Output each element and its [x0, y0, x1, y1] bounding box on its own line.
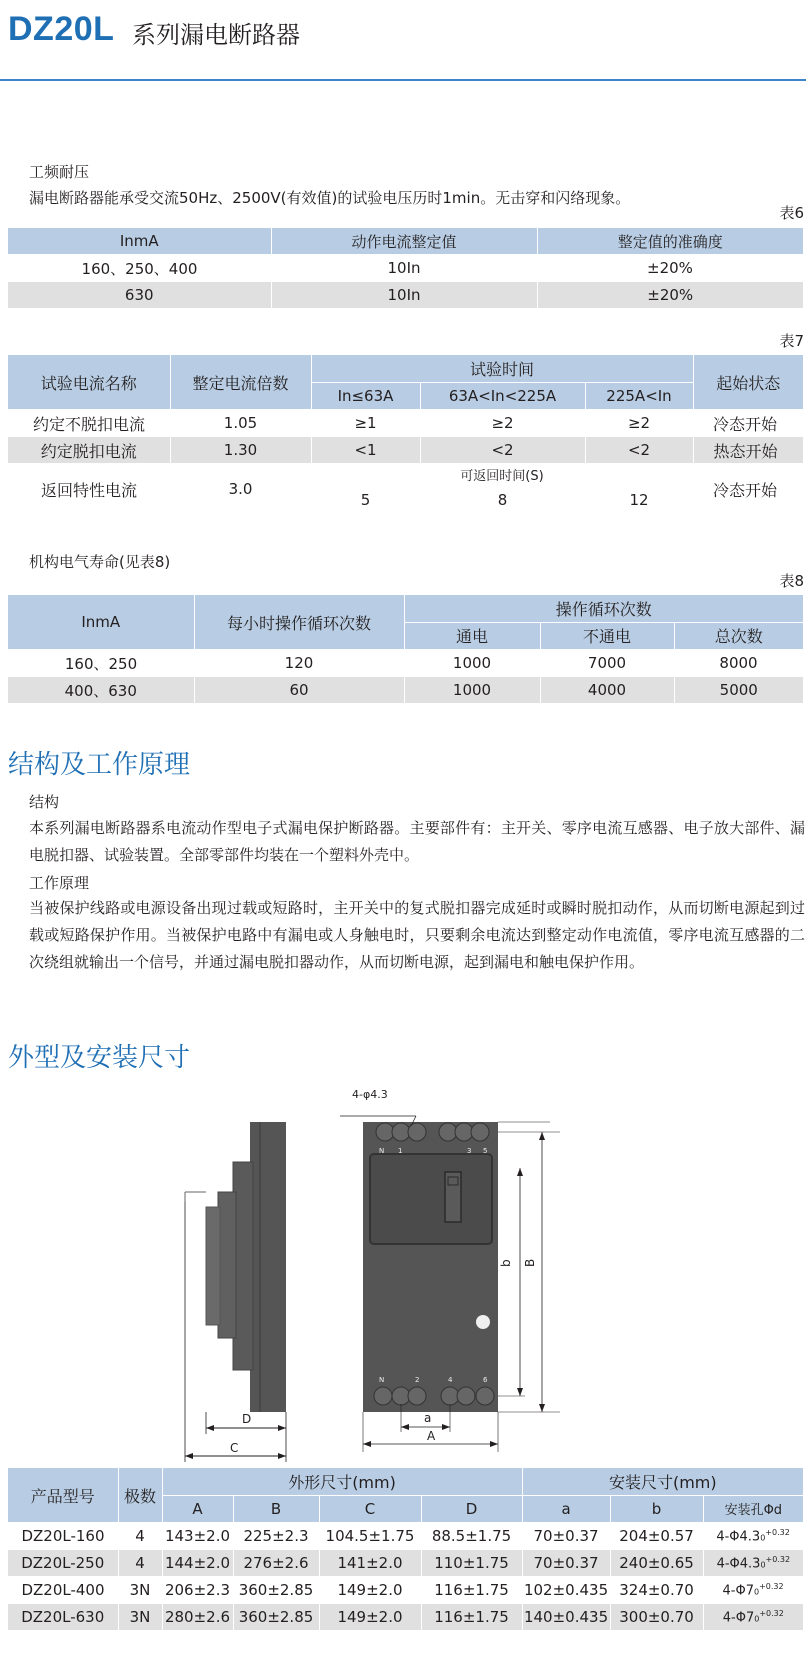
- table7-cell: <2: [420, 437, 585, 463]
- dim-table-row: [8, 1522, 803, 1550]
- table8-cell: 160、250: [64, 654, 138, 673]
- dim-cell-b: 240±0.65: [610, 1550, 703, 1576]
- dim-cell-A: 206±2.3: [164, 1581, 231, 1599]
- dim-cell-b: 204±0.57: [619, 1527, 694, 1545]
- table7-cell: 冷态开始: [713, 414, 778, 434]
- dim-cell-b: 300±0.70: [610, 1604, 703, 1630]
- table8-header-on: 通电: [404, 622, 540, 649]
- dim-label-b: b: [499, 1259, 513, 1267]
- dim-cell-C: 149±2.0: [337, 1581, 403, 1599]
- dim-cell-poles: 3N: [118, 1604, 162, 1630]
- power-freq-desc: 漏电断路器能承受交流50Hz、2500V(有效值)的试验电压历时1min。无击穿和闪络现象。: [29, 189, 631, 207]
- table8-row: [8, 677, 803, 703]
- table8-cell: 4000: [540, 677, 674, 703]
- structure-section-title: 结构及工作原理: [8, 750, 191, 780]
- dim-cell-b: 324±0.70: [619, 1581, 694, 1599]
- table8-cell: 1000: [404, 677, 540, 703]
- table8-cell: 1000: [452, 654, 492, 672]
- dim-header-outline: 外形尺寸(mm): [162, 1468, 522, 1495]
- dim-cell-hole: $4-\Phi 4.30^{+0.32}$: [703, 1550, 803, 1576]
- breaker-dimension-drawing: [180, 1082, 610, 1464]
- table6: [8, 228, 803, 308]
- terminal-label: N: [379, 1376, 385, 1384]
- table7-return-value: 5: [360, 491, 371, 509]
- side-view: [185, 1122, 286, 1462]
- dim-header-install: 安装尺寸(mm): [522, 1468, 803, 1495]
- mech-life-title: 机构电气寿命(见表8): [29, 553, 171, 571]
- dimensions-table: [8, 1468, 803, 1630]
- terminal-label: 1: [398, 1147, 403, 1155]
- terminal-label: 6: [483, 1376, 488, 1384]
- dim-header-B: B: [233, 1495, 319, 1522]
- table8-label: 表8: [779, 572, 804, 590]
- dim-cell-model: DZ20L-250: [21, 1554, 105, 1572]
- dim-label-C: C: [230, 1441, 239, 1455]
- dim-cell-a: 102±0.435: [523, 1581, 609, 1599]
- dim-cell-C: 141±2.0: [319, 1550, 421, 1576]
- structure-subtitle: 结构: [29, 793, 60, 811]
- principle-subtitle: 工作原理: [29, 874, 90, 892]
- dim-table-row: [8, 1604, 803, 1630]
- dim-cell-B: 360±2.85: [233, 1604, 319, 1630]
- dim-cell-hole: $4-\Phi 4.30^{+0.32}$: [716, 1527, 790, 1545]
- table8-cell: 60: [194, 677, 404, 703]
- table6-header-cell: 整定值的准确度: [537, 228, 803, 254]
- table7-header-name: 试验电流名称: [40, 373, 137, 393]
- table6-header-cell: InmA: [119, 232, 159, 250]
- table7-header-multiple: 整定电流倍数: [170, 355, 311, 409]
- table7-return-name: 返回特性电流: [40, 480, 137, 500]
- table7-return-value: 12: [629, 491, 649, 509]
- table8-cell: 5000: [674, 677, 803, 703]
- table8-cell: 8000: [719, 654, 758, 672]
- terminal-label: N: [379, 1147, 385, 1155]
- dim-cell-poles: 4: [135, 1527, 145, 1545]
- dim-label-B: B: [523, 1258, 537, 1267]
- dim-cell-B: 276±2.6: [233, 1550, 319, 1576]
- dim-cell-B: 360±2.85: [238, 1581, 314, 1599]
- terminal-label: 2: [415, 1376, 420, 1384]
- terminal-label: 5: [483, 1147, 488, 1155]
- table6-cell: 160、250、400: [81, 259, 198, 278]
- table7-return-multiple: 3.0: [228, 480, 253, 498]
- table6-header-cell: 动作电流整定值: [271, 228, 537, 254]
- dim-header-a: a: [522, 1495, 610, 1522]
- table8-cell: 120: [284, 654, 314, 672]
- table7-cell: 约定不脱扣电流: [32, 414, 145, 434]
- table7-cell: 1.30: [170, 437, 311, 463]
- table8-header-off: 不通电: [540, 622, 674, 649]
- table8: [8, 595, 803, 703]
- table6-row: [8, 282, 803, 308]
- table7-return-value: 8: [497, 491, 508, 509]
- table7-header-time: 试验时间: [311, 355, 693, 382]
- dim-cell-C: 149±2.0: [319, 1604, 421, 1630]
- table7-cell: <2: [585, 437, 693, 463]
- table8-row: [8, 649, 803, 677]
- table6-cell: ±20%: [537, 282, 803, 308]
- table7-return-note: 可返回时间(S): [460, 468, 544, 484]
- dim-label-D: D: [242, 1412, 252, 1426]
- table7-row: [8, 437, 803, 463]
- product-series-title: 系列漏电断路器: [132, 21, 300, 49]
- table6-row: [8, 254, 803, 282]
- power-freq-title: 工频耐压: [29, 163, 90, 181]
- table7-header-t3: 225A<In: [585, 382, 693, 409]
- structure-paragraph: 本系列漏电断路器系电流动作型电子式漏电保护断路器。主要部件有：主开关、零序电流互感器、电子放大部件、漏电脱扣器、试验装置。全部零部件均装在一个塑料外壳中。: [29, 819, 805, 864]
- header-divider: [0, 79, 806, 81]
- dim-cell-D: 110±1.75: [421, 1550, 522, 1576]
- dim-cell-poles: 4: [118, 1550, 162, 1576]
- dim-header-b: b: [610, 1495, 703, 1522]
- table7-header-t1: In≤63A: [311, 382, 420, 409]
- dim-cell-B: 225±2.3: [243, 1527, 309, 1545]
- table7-return-state: 冷态开始: [713, 480, 778, 500]
- table7-cell: 约定脱扣电流: [40, 441, 137, 461]
- table7-label: 表7: [779, 332, 804, 350]
- dim-header-A: A: [162, 1495, 233, 1522]
- table7-cell: ≥2: [627, 414, 651, 432]
- dim-cell-A: 144±2.0: [162, 1550, 233, 1576]
- principle-paragraph: 当被保护线路或电源设备出现过载或短路时，主开关中的复式脱扣器完成延时或瞬时脱扣动作，从而切断电源起到过载或短路保护作用。当被保护电路中有漏电或人身触电时，只要剩余电流达到整定动作电流值，零序电流互感器的二次绕组就输出一个信号，并通过漏电脱扣器动作，从而切断电源，起到漏电和触电保护作用。: [29, 899, 805, 971]
- dim-table-row: [8, 1576, 803, 1604]
- dim-cell-A: 280±2.6: [162, 1604, 233, 1630]
- dim-cell-a: 70±0.37: [533, 1527, 599, 1545]
- dimensions-section-title: 外型及安装尺寸: [8, 1043, 191, 1073]
- table7-cell: 热态开始: [693, 437, 803, 463]
- dim-cell-A: 143±2.0: [164, 1527, 231, 1545]
- table6-cell: 10In: [387, 259, 421, 277]
- table7-cell: ≥2: [491, 414, 514, 432]
- hole-spec-label: 4-φ4.3: [352, 1088, 388, 1101]
- table6-label: 表6: [779, 204, 804, 222]
- dim-cell-hole: $4-\Phi 70^{+0.32}$: [703, 1604, 803, 1630]
- table6-cell: 10In: [271, 282, 537, 308]
- dim-cell-a: 140±0.435: [522, 1604, 610, 1630]
- table8-header-total: 总次数: [674, 622, 803, 649]
- front-view: [340, 1088, 560, 1452]
- dim-label-A: A: [427, 1429, 436, 1443]
- table8-header-inma: InmA: [81, 613, 121, 631]
- table6-cell: 630: [124, 286, 154, 304]
- dim-table-row: [8, 1550, 803, 1576]
- table7-cell: 1.05: [223, 414, 258, 432]
- product-model-title: DZ20L: [8, 10, 115, 48]
- terminal-label: 4: [448, 1376, 453, 1384]
- dim-cell-D: 88.5±1.75: [431, 1527, 512, 1545]
- table8-cell: 400、630: [64, 681, 137, 700]
- page-header: [0, 0, 810, 82]
- table7: [8, 355, 803, 515]
- dim-cell-D: 116±1.75: [434, 1581, 509, 1599]
- table8-cell: 7000: [587, 654, 627, 672]
- dim-cell-model: DZ20L-400: [21, 1581, 105, 1599]
- terminal-label: 3: [467, 1147, 472, 1155]
- table6-cell: ±20%: [647, 259, 693, 277]
- table7-header-state: 起始状态: [693, 355, 803, 409]
- dim-header-poles: 极数: [118, 1468, 162, 1522]
- dim-cell-poles: 3N: [129, 1581, 151, 1599]
- dim-cell-D: 116±1.75: [421, 1604, 522, 1630]
- dim-header-model: 产品型号: [30, 1486, 95, 1506]
- table8-header-per-hour: 每小时操作循环次数: [194, 595, 404, 649]
- dim-header-D: D: [421, 1495, 522, 1522]
- dim-cell-a: 70±0.37: [522, 1550, 610, 1576]
- table8-header-cycles: 操作循环次数: [404, 595, 803, 622]
- dim-header-C: C: [319, 1495, 421, 1522]
- table7-row: [8, 409, 803, 437]
- dim-cell-model: DZ20L-160: [21, 1527, 105, 1545]
- dim-header-hole: 安装孔Φd: [703, 1495, 803, 1522]
- dim-cell-C: 104.5±1.75: [325, 1527, 415, 1545]
- dim-cell-model: DZ20L-630: [21, 1608, 105, 1626]
- table7-header-t2: 63A<In<225A: [420, 382, 585, 409]
- table7-cell: ≥1: [354, 414, 377, 432]
- dim-cell-hole: $4-\Phi 70^{+0.32}$: [722, 1581, 784, 1599]
- dim-label-a: a: [424, 1411, 432, 1425]
- table7-cell: <1: [311, 437, 420, 463]
